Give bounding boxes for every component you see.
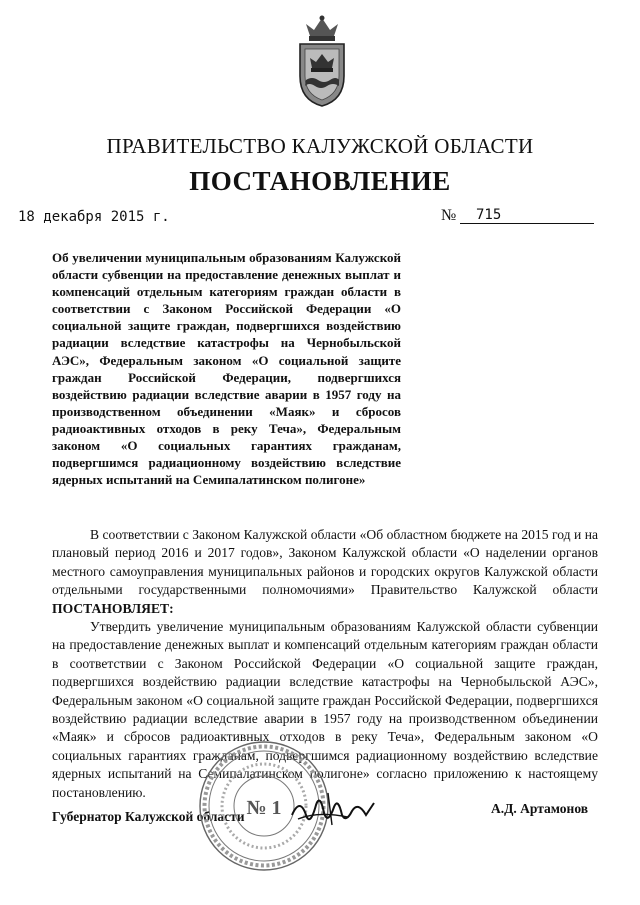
number-sign: № (441, 207, 457, 224)
body-paragraph-resolution: Утвердить увеличение муниципальным образованиям Калужской области субвенции на предоставление денежных выплат и компенсаций отдельным категориям граждан области в соответствии с Законом Российской Федерации «О социальной защите граждан, подвергшихся воздействию радиации вследствие катастрофы на Чернобыльской АЭС», Федеральным законом «О социальной защите граждан Российской Федерации, подвергшихся воздействию радиации вследствие аварии в 1957 году на производственном объединении «Маяк» и сбросов радиоактивных отходов в реку Теча», Федеральным законом «О социальных гарантиях гражданам, подвергшимся радиационному воздействию вследствие ядерных испытаний на Семипалатинском полигоне» согласно приложению к настоящему постановлению. (52, 619, 598, 800)
document-number: 715 (460, 207, 594, 224)
document-subject: Об увеличении муниципальным образованиям Калужской области субвенции на предоставление денежных выплат и компенсаций отдельным категориям граждан области в соответствии с Законом Российской Федерации «О социальной защите граждан, подвергшихся воздействию радиации вследствие катастрофы на Чернобыльской АЭС», Федеральным законом «О социальной защите граждан Российской Федерации, подвергшихся воздействию радиации вследствие аварии в 1957 году на производственном объединении «Маяк» и сбросов радиоактивных отходов в реку Теча», Федеральным законом «О социальных гарантиях гражданам, подвергшимся радиационному воздействию вследствие ядерных испытаний на Семипалатинском полигоне» (52, 250, 401, 488)
resolves-keyword: ПОСТАНОВЛЯЕТ: (52, 600, 174, 616)
body-paragraph (52, 526, 598, 618)
document-date: 18 декабря 2015 г. (18, 209, 170, 225)
stamp-number: № 1 (246, 797, 282, 819)
coat-of-arms-icon (292, 14, 352, 110)
government-title: ПРАВИТЕЛЬСТВО КАЛУЖСКОЙ ОБЛАСТИ (106, 134, 534, 158)
signatory-title: Губернатор Калужской области (52, 809, 245, 824)
preamble-text: В соответствии с Законом Калужской области «Об областном бюджете на 2015 год и на плановый период 2016 и 2017 годов», Законом Калужской области «О наделении органов местного самоуправления муниципальных районов и городских округов Калужской области отдельными государственными полномочиями» Правительство Калужской области (52, 527, 598, 598)
document-type: ПОСТАНОВЛЕНИЕ (189, 166, 451, 196)
handwritten-signature-icon (288, 785, 378, 835)
signatory-name: А.Д. Артамонов (491, 801, 589, 816)
